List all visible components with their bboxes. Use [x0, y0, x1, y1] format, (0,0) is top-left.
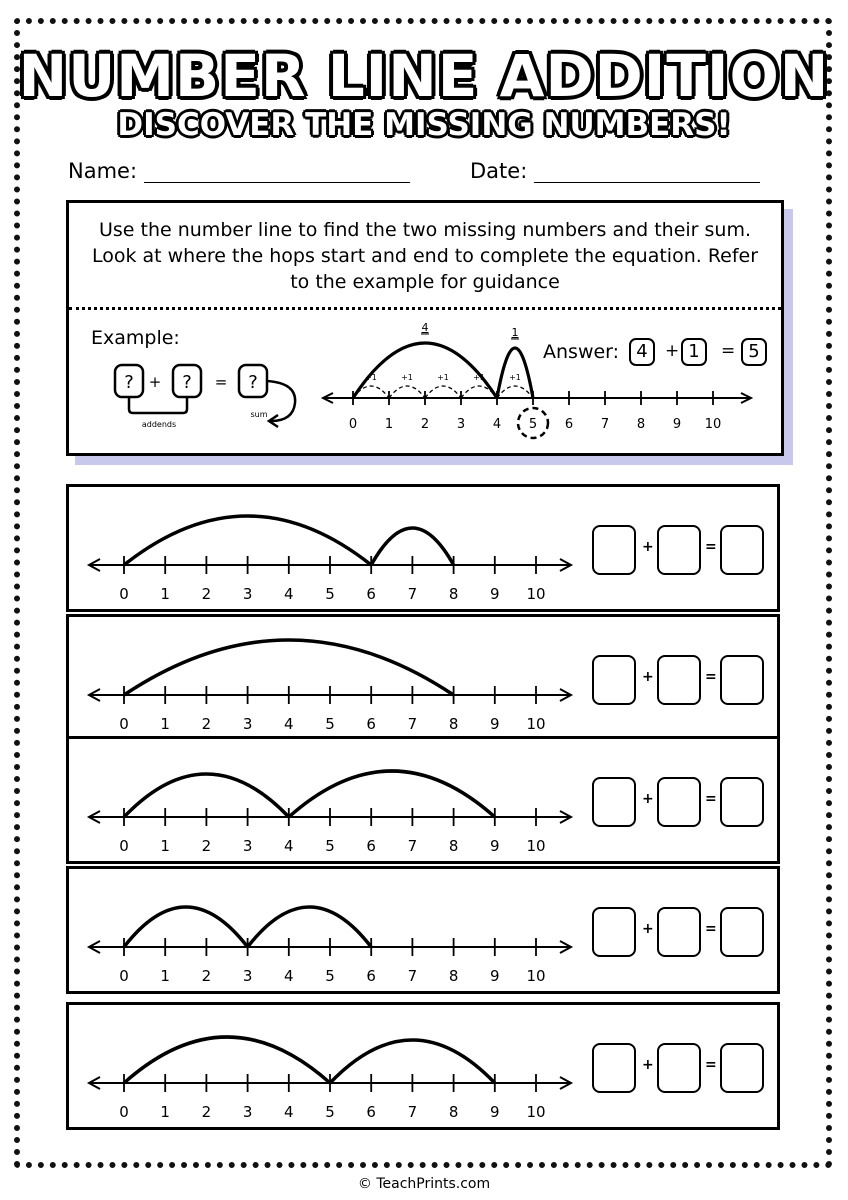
plus-sign: +: [642, 669, 654, 685]
worksheet-subtitle: DISCOVER THE MISSING NUMBERS!: [117, 107, 731, 143]
date-line[interactable]: [534, 182, 760, 183]
tick-label: 1: [160, 715, 170, 733]
answer-box-sum: 5: [741, 338, 767, 366]
answer-box-sum[interactable]: [720, 777, 764, 827]
tick-label: 5: [325, 1103, 335, 1121]
placeholder-mark: ?: [124, 372, 134, 393]
tick-label: 8: [448, 1103, 459, 1121]
tick-label: 4: [284, 715, 294, 733]
tick-label: 10: [526, 967, 546, 985]
tick-label: 9: [490, 837, 500, 855]
date-label: Date:: [470, 159, 528, 183]
tick-label: 9: [490, 1103, 500, 1121]
example-equals: =: [214, 373, 228, 391]
tick-label: 0: [119, 1103, 129, 1121]
tick-label: 1: [160, 967, 170, 985]
tick-label: 10: [526, 585, 546, 603]
worksheet-title: NUMBER LINE ADDITION: [18, 42, 830, 110]
hop-arc: [124, 1037, 330, 1083]
tick-label: 0: [119, 715, 129, 733]
tick-label: 8: [448, 585, 459, 603]
unit-hop-label: +1: [401, 373, 413, 382]
tick-label: 6: [366, 1103, 376, 1121]
answer-equals: =: [721, 341, 736, 361]
sum-caption: sum: [250, 410, 268, 419]
tick-label: 8: [448, 967, 459, 985]
name-field[interactable]: [68, 158, 137, 184]
answer-box-sum[interactable]: [720, 1043, 764, 1093]
tick-label: 0: [348, 417, 358, 432]
problem-3: [66, 736, 780, 864]
tick-label: 5: [325, 837, 335, 855]
equals-sign: =: [705, 669, 717, 685]
answer-box-addend-2: 1: [681, 338, 707, 366]
tick-label: 6: [366, 585, 376, 603]
tick-label: 7: [407, 715, 418, 733]
example-equation-template: [115, 365, 295, 429]
answer-box-sum[interactable]: [720, 907, 764, 957]
name-line[interactable]: [144, 182, 410, 183]
answer-box-addend-2[interactable]: [657, 655, 701, 705]
tick-label: 3: [242, 585, 253, 603]
plus-sign: +: [642, 791, 654, 807]
equals-sign: =: [705, 1057, 717, 1073]
problem-2: [66, 614, 780, 742]
equals-sign: =: [705, 791, 717, 807]
hop-label: 4: [421, 321, 429, 334]
placeholder-mark: ?: [182, 372, 192, 393]
unit-hop-label: +1: [437, 373, 449, 382]
tick-label: 0: [119, 585, 129, 603]
tick-label: 5: [325, 967, 335, 985]
tick-label: 6: [366, 967, 376, 985]
tick-label: 6: [564, 417, 574, 432]
answer-box-addend-2[interactable]: [657, 907, 701, 957]
tick-label: 5: [325, 715, 335, 733]
tick-label: 2: [420, 417, 430, 432]
tick-label: 4: [492, 417, 502, 432]
sum-arrow: [267, 381, 295, 421]
tick-label: 3: [456, 417, 466, 432]
plus-sign: +: [642, 921, 654, 937]
equals-sign: =: [705, 921, 717, 937]
unit-hop-label: +1: [473, 373, 485, 382]
tick-label: 10: [526, 715, 546, 733]
answer-box-addend-2[interactable]: [657, 1043, 701, 1093]
tick-label: 5: [325, 585, 335, 603]
tick-label: 4: [284, 585, 294, 603]
footer-copyright: © TeachPrints.com: [357, 1176, 491, 1192]
placeholder-mark: ?: [248, 372, 258, 393]
tick-label: 0: [119, 967, 129, 985]
tick-label: 7: [407, 967, 418, 985]
tick-label: 10: [526, 837, 546, 855]
tick-label: 7: [407, 585, 418, 603]
example-diagram: [69, 203, 781, 453]
tick-label: 6: [366, 715, 376, 733]
answer-box-sum[interactable]: [720, 655, 764, 705]
tick-label: 9: [672, 417, 682, 432]
addends-caption: addends: [141, 420, 177, 429]
tick-label: 9: [490, 967, 500, 985]
tick-label: 2: [201, 837, 212, 855]
plus-sign: +: [642, 539, 654, 555]
tick-label: 1: [384, 417, 394, 432]
tick-label: 2: [201, 967, 212, 985]
hop-arc: [248, 907, 372, 947]
tick-label: 8: [448, 837, 459, 855]
answer-box-addend-1[interactable]: [592, 907, 636, 957]
tick-label: 9: [490, 585, 500, 603]
instructions-box: [66, 200, 784, 456]
tick-label: 2: [201, 1103, 212, 1121]
tick-label: 4: [284, 837, 294, 855]
tick-label: 8: [636, 417, 646, 432]
hop-label: 1: [511, 326, 519, 339]
tick-label: 7: [407, 837, 418, 855]
unit-hop: [497, 386, 533, 398]
answer-box-addend-2[interactable]: [657, 777, 701, 827]
tick-label: 7: [407, 1103, 418, 1121]
answer-box-sum[interactable]: [720, 525, 764, 575]
answer-box-addend-1[interactable]: [592, 1043, 636, 1093]
example-plus: +: [148, 373, 162, 391]
tick-label: 3: [242, 837, 253, 855]
tick-label: 1: [160, 837, 170, 855]
circled-tick-label: 5: [528, 417, 538, 432]
hop-arc: [124, 907, 248, 947]
example-label: Example:: [91, 327, 180, 349]
answer-plus: +: [665, 341, 680, 361]
answer-box-addend-1[interactable]: [592, 777, 636, 827]
tick-label: 3: [242, 967, 253, 985]
problem-4: [66, 866, 780, 994]
tick-label: 7: [600, 417, 610, 432]
problem-1: [66, 484, 780, 612]
tick-label: 4: [284, 967, 294, 985]
unit-hop-label: +1: [509, 373, 521, 382]
tick-label: 3: [242, 715, 253, 733]
tick-label: 4: [284, 1103, 294, 1121]
tick-label: 2: [201, 715, 212, 733]
answer-box-addend-1: 4: [629, 338, 655, 366]
tick-label: 1: [160, 1103, 170, 1121]
tick-label: 9: [490, 715, 500, 733]
name-label: Name:: [68, 159, 138, 183]
instructions-text: Use the number line to find the two missing numbers and their sum. Look at where the hops start and end to complete the equation. Refer to the example for guidance: [91, 219, 759, 293]
tick-label: 8: [448, 715, 459, 733]
answer-label: Answer:: [543, 341, 620, 363]
tick-label: 0: [119, 837, 129, 855]
equals-sign: =: [705, 539, 717, 555]
hop-arc: [353, 343, 497, 398]
answer-box-addend-2[interactable]: [657, 525, 701, 575]
tick-label: 6: [366, 837, 376, 855]
tick-label: 3: [242, 1103, 253, 1121]
unit-hop: [425, 386, 461, 398]
addends-bracket: [129, 397, 187, 413]
hop-arc: [289, 771, 495, 817]
unit-hop-label: +1: [365, 373, 377, 382]
answer-box-addend-1[interactable]: [592, 525, 636, 575]
date-field[interactable]: [470, 158, 527, 184]
tick-label: 10: [526, 1103, 546, 1121]
plus-sign: +: [642, 1057, 654, 1073]
tick-label: 1: [160, 585, 170, 603]
tick-label: 2: [201, 585, 212, 603]
tick-label: 10: [704, 417, 722, 432]
unit-hop: [389, 386, 425, 398]
answer-box-addend-1[interactable]: [592, 655, 636, 705]
problem-5: [66, 1002, 780, 1130]
